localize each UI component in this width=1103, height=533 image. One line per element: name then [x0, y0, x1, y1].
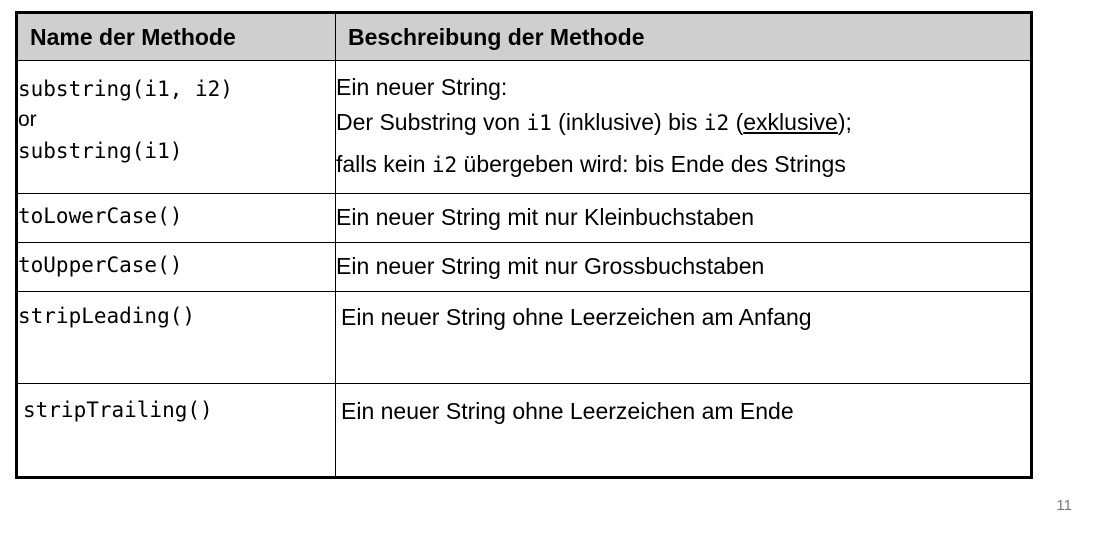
methods-table: [15, 11, 1033, 479]
desc-striptrailing-cell: [336, 384, 1032, 478]
desc-underlined-exklusive: exklusive: [743, 109, 838, 135]
desc-substring-line1: Ein neuer String:: [336, 74, 508, 100]
header-method-description: Beschreibung der Methode: [336, 13, 1032, 61]
method-name-tolowercase: toLowerCase(): [17, 194, 336, 243]
page-number: 11: [1056, 497, 1072, 514]
method-name-cell: [17, 61, 336, 194]
method-name-substring-two-args: substring(i1, i2): [18, 77, 233, 101]
desc-substring-line3: [336, 144, 1030, 186]
method-name-touppercase: toUpperCase(): [17, 243, 336, 292]
method-name-striptrailing: stripTrailing(): [23, 398, 213, 422]
desc-text: falls kein: [336, 151, 432, 177]
desc-code-i2: i2: [703, 111, 730, 135]
desc-text: Der Substring von: [336, 109, 527, 135]
desc-text: (: [729, 109, 744, 135]
desc-code-i1: i1: [526, 111, 552, 135]
desc-tolowercase: Ein neuer String mit nur Kleinbuchstaben: [336, 194, 1032, 243]
method-description-cell: [336, 61, 1032, 194]
desc-stripleading-cell: [336, 292, 1032, 384]
table-header-row: [17, 13, 1032, 61]
table-row-substring: [17, 61, 1032, 194]
method-name-or: or: [18, 108, 37, 131]
method-name-striptrailing-cell: [17, 384, 336, 478]
method-name-stripleading: stripLeading(): [17, 292, 336, 384]
table-row-striptrailing: [17, 384, 1032, 478]
desc-text: (inklusive) bis: [551, 109, 704, 135]
desc-code-i2: i2: [431, 153, 458, 177]
desc-text: );: [837, 109, 852, 135]
desc-text: übergeben wird: bis Ende des Strings: [457, 151, 846, 177]
desc-touppercase: Ein neuer String mit nur Grossbuchstaben: [336, 243, 1032, 292]
desc-stripleading: Ein neuer String ohne Leerzeichen am Anfang: [341, 304, 812, 330]
table-row-touppercase: [17, 243, 1032, 292]
desc-substring-line2: [336, 102, 1030, 144]
table-row-tolowercase: [17, 194, 1032, 243]
desc-striptrailing: Ein neuer String ohne Leerzeichen am Ende: [341, 398, 794, 424]
table-row-stripleading: [17, 292, 1032, 384]
method-name-substring-one-arg: substring(i1): [18, 139, 183, 163]
header-method-name: Name der Methode: [17, 13, 336, 61]
